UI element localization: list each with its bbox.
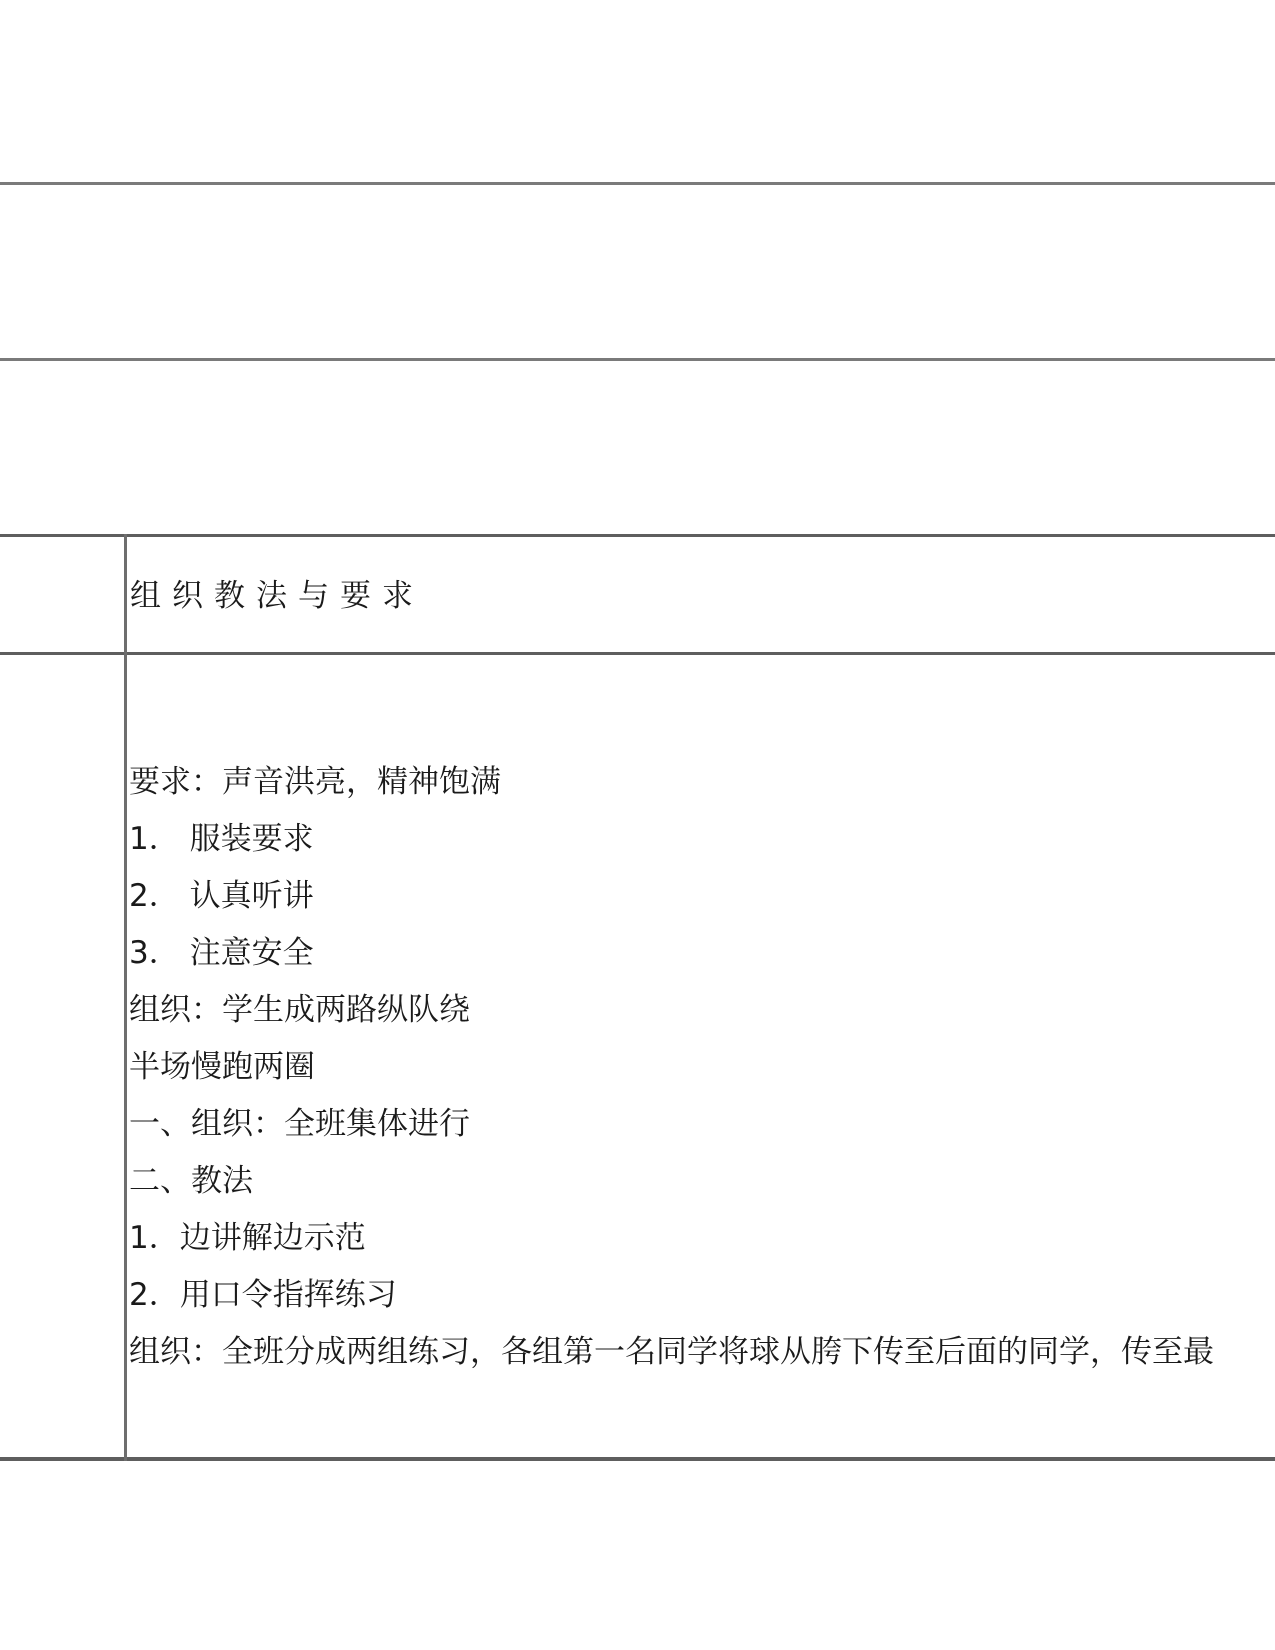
body-line: 2． 认真听讲 (129, 878, 314, 914)
table-header-divider (0, 652, 1275, 655)
table-column-divider (124, 534, 127, 1461)
body-line: 1． 服装要求 (129, 821, 314, 857)
table-top-border (0, 534, 1275, 537)
body-line: 2．用口令指挥练习 (129, 1277, 397, 1313)
top-rule-1 (0, 182, 1275, 185)
body-line: 组织：学生成两路纵队绕 (129, 992, 470, 1028)
body-line: 半场慢跑两圈 (129, 1049, 315, 1085)
table-header-label: 组织教法与要求 (130, 578, 424, 614)
body-line: 组织：全班分成两组练习，各组第一名同学将球从胯下传至后面的同学，传至最 (129, 1334, 1214, 1370)
body-line: 一、组织：全班集体进行 (129, 1106, 470, 1142)
body-line: 要求：声音洪亮，精神饱满 (129, 764, 501, 800)
body-line: 二、教法 (129, 1163, 253, 1199)
top-rule-2 (0, 358, 1275, 361)
table-bottom-border (0, 1457, 1275, 1461)
table-body-cell (129, 754, 1269, 1381)
body-line: 3． 注意安全 (129, 935, 314, 971)
body-line: 1．边讲解边示范 (129, 1220, 366, 1256)
